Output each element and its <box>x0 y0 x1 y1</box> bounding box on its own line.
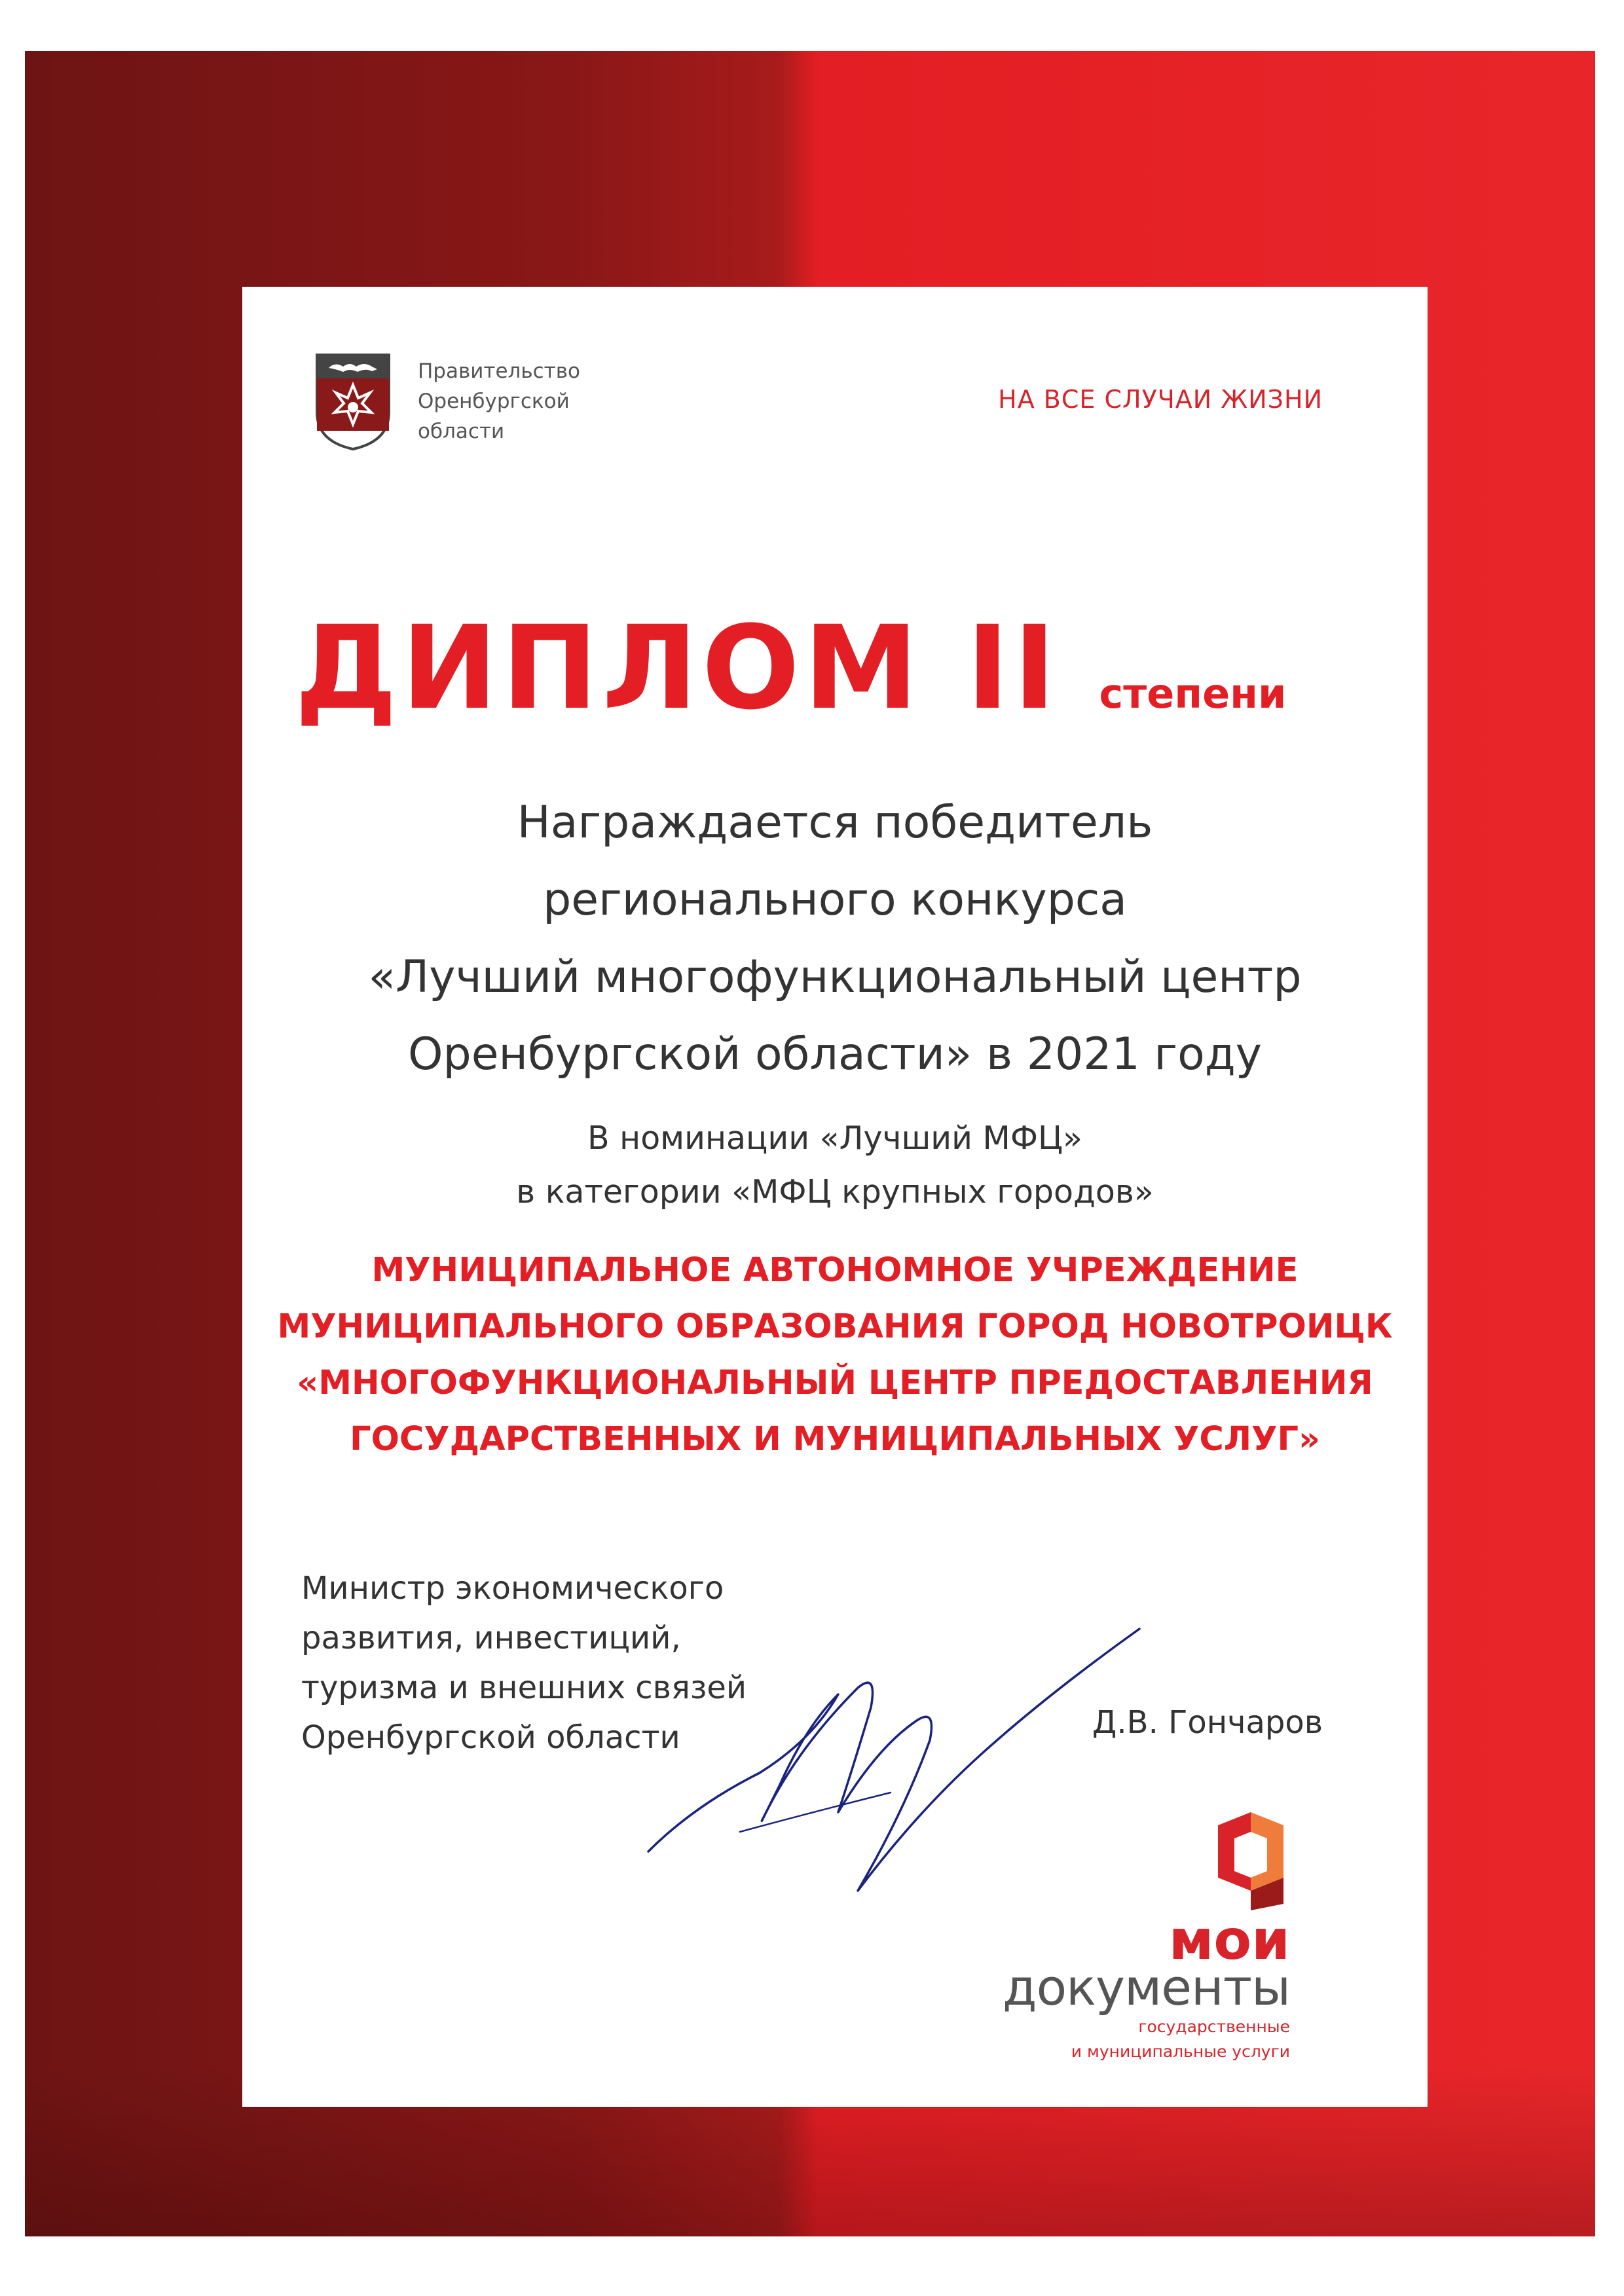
logo-word-moi: мои <box>1168 1908 1290 1972</box>
nomination-line-2: в категории «МФЦ крупных городов» <box>516 1173 1154 1211</box>
slogan: НА ВСЕ СЛУЧАИ ЖИЗНИ <box>998 385 1323 414</box>
gov-line-1: Правительство <box>418 359 580 383</box>
nomination-line-1: В номинации «Лучший МФЦ» <box>587 1120 1083 1157</box>
award-line-3: «Лучший многофункциональный центр <box>368 951 1302 1003</box>
organization-line-3: «МНОГОФУНКЦИОНАЛЬНЫЙ ЦЕНТР ПРЕДОСТАВЛЕНИЯ <box>297 1364 1373 1402</box>
my-documents-logo <box>982 1812 1290 2062</box>
certificate-frame <box>25 51 1595 2236</box>
certificate-panel <box>242 287 1428 2107</box>
nomination-text <box>242 1112 1428 1219</box>
signer-line-2: развития, инвестиций, <box>301 1620 681 1656</box>
government-header <box>314 352 580 450</box>
logo-word-docs: документы <box>1003 1958 1290 2016</box>
logo-sub-1: государственные <box>1138 2017 1290 2036</box>
organization-name <box>242 1243 1428 1468</box>
award-text <box>242 784 1428 1093</box>
diploma-degree: степени <box>1099 670 1287 718</box>
logo-sub-2: и муниципальные услуги <box>1071 2042 1290 2061</box>
signer-line-3: туризма и внешних связей <box>301 1669 747 1706</box>
organization-line-4: ГОСУДАРСТВЕННЫХ И МУНИЦИПАЛЬНЫХ УСЛУГ» <box>350 1420 1320 1459</box>
signer-name: Д.В. Гончаров <box>1092 1704 1323 1741</box>
award-line-2: регионального конкурса <box>543 874 1127 926</box>
gov-line-2: Оренбургской <box>418 390 570 413</box>
award-line-4: Оренбургской области» в 2021 году <box>408 1029 1262 1080</box>
diploma-title-main: ДИПЛОМ II <box>295 601 1060 735</box>
signer-line-4: Оренбургской области <box>301 1719 680 1756</box>
diploma-title <box>295 601 1286 735</box>
coat-of-arms-icon <box>314 352 392 450</box>
award-line-1: Награждается победитель <box>517 797 1153 848</box>
my-documents-mark-icon <box>1211 1812 1290 1910</box>
gov-line-3: области <box>418 420 505 443</box>
organization-line-2: МУНИЦИПАЛЬНОГО ОБРАЗОВАНИЯ ГОРОД НОВОТРОИЦК <box>277 1307 1393 1346</box>
organization-line-1: МУНИЦИПАЛЬНОЕ АВТОНОМНОЕ УЧРЕЖДЕНИЕ <box>371 1251 1299 1290</box>
signer-line-1: Министр экономического <box>301 1570 724 1607</box>
